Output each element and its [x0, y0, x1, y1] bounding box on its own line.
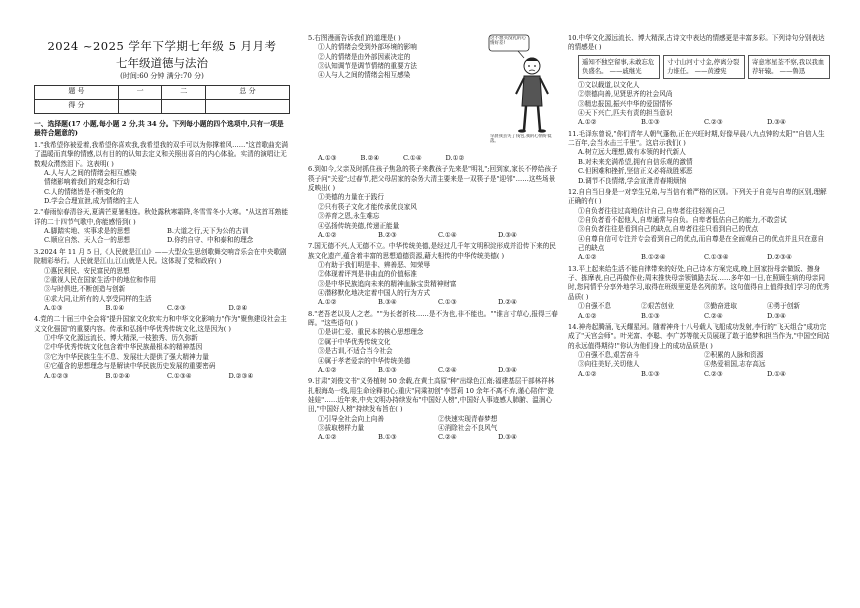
option: ④热爱祖国,志存高远 — [704, 360, 766, 369]
answer-choice: B.②④ — [360, 154, 380, 162]
answer-choice: A.①② — [578, 118, 597, 127]
answer-choice: B.①④ — [105, 303, 125, 312]
question-stem: 4.党的二十届三中全会将"提升国家文化软实力和中华文化影响力"作为"聚焦建设社会主义文化强国"的重要内容。传承和弘扬中华优秀传统文化,这是因为( ) — [34, 315, 287, 333]
option: ①引导全社会向上向善 — [318, 414, 384, 423]
option: ③自负者往往是看到自己的缺点,自卑者往往只看到自己的优点 — [578, 225, 759, 234]
option: ①有助于我们明是非、辨善恶、知荣辱 — [318, 260, 431, 269]
option: ①惠民利民、安民富民的思想 — [44, 266, 130, 275]
option: ③是中华民族追向未来的精神血脉宝贵精神财富 — [318, 279, 457, 288]
option: C.但困难和挫折,坚信正义必将战胜邪恶 — [578, 167, 693, 176]
score-table-header-row — [35, 85, 290, 99]
answer-choice: C.②④ — [438, 433, 457, 442]
answer-choice: A.①③ — [318, 154, 337, 162]
option: A.脚踏实地、实事求是的思想 — [44, 227, 130, 236]
option: ③认知调节是调节情绪的重要方法 — [318, 62, 417, 71]
answer-choice: B.①③ — [641, 369, 660, 378]
answer-choice: B.①②④ — [105, 371, 131, 380]
answer-choice: A.①② — [318, 433, 337, 442]
option: ②艰苦创业 — [641, 302, 674, 311]
option: ③精忠报国,振兴中华的爱国情怀 — [578, 99, 673, 108]
answer-choice: D.②④ — [228, 303, 248, 312]
answer-choice: C.②④ — [438, 365, 457, 374]
option: 情绪影响着我们的观念和行动 — [44, 178, 130, 187]
option: ②中华优秀传统文化包含着中华民族最根本的精神基因 — [44, 343, 203, 352]
option: ②属于中华优秀传统文化 — [318, 337, 391, 346]
question-10 — [568, 34, 830, 128]
question-stem: 9.甘肃"刘俊文书"义务植树 50 余载,在黄土高原"种"出绿色江南;福建基层干部林祥林扎根海岛一线,用生命诠释初心;重庆"同乘初创"李晋莉 10 余年不离不弃,谨心陪伴"瓷娃娃"……近年来,中央文明办持续发布"中国好人榜",中国好人事迹感人肺腑、温润心田,"中国好人榜"持续发布旨在( ) — [308, 377, 555, 414]
option: ③它为中华民族生生不息、发展壮大提供了强大精神力量 — [44, 352, 209, 361]
question-4 — [34, 315, 290, 381]
answer-choice: A.①② — [318, 298, 337, 307]
answer-choice: C.②③ — [704, 118, 723, 127]
option: C.顺应自然、天人合一的思想 — [44, 236, 131, 245]
option: A.树立远大理想,做有本领的时代新人 — [578, 148, 686, 157]
question-5 — [308, 34, 558, 163]
score-cell: 题 号 — [35, 85, 119, 99]
question-3 — [34, 248, 290, 314]
score-cell[interactable] — [118, 99, 162, 113]
question-11 — [568, 130, 830, 186]
quote-box: 寸寸山河寸寸金,停离分裂力谁任。 ——黄遵宪 — [663, 55, 745, 79]
answer-choice: D.③④ — [498, 365, 517, 374]
option: ①美德的力量在于践行 — [318, 193, 384, 202]
option: ③勤奋进取 — [704, 302, 737, 311]
option: ①中华文化源远流长、博大精深,一枝独秀、历久弥新 — [44, 334, 198, 343]
quote-box: 寄意寒星荃不察,我以我血荐轩辕。 ——鲁迅 — [748, 55, 830, 79]
answer-choice: C.②④ — [704, 311, 723, 320]
option: ④属于孝老爱亲的中华传统美德 — [318, 356, 411, 365]
answer-choice: A.①③ — [44, 303, 63, 312]
question-stem: 3.2024 年 11 月 5 日,《人民就是江山》——大型众生思创歌舞交响音乐会在中央歌剧院精彩举行。人民就是江山,江山就是人民。这体现了党和政府( ) — [34, 247, 287, 266]
answer-choice: D.①② — [445, 154, 465, 162]
exam-title: 2024 ~2025 学年下学期七年级 5 月月考 — [47, 39, 277, 53]
question-stem: 1."我希望你被爱着,我希望你喜欢我,我希望我的双手可以为你撑着风……"这首歌曲充满了温暖而真挚的情感,以有目的的认知去定义和关照出喜自的内心体验。实清的演唱让无数观众潸然泪下。这表明( ) — [34, 140, 288, 168]
option: ④弘扬传统美德,传递正能量 — [318, 221, 400, 230]
option: ②人的情绪是由外部因素决定的 — [318, 52, 411, 61]
question-14 — [568, 323, 830, 379]
answer-choice: B.①③ — [378, 433, 397, 442]
score-cell: 得 分 — [35, 99, 119, 113]
answer-choice: D.③④ — [498, 433, 517, 442]
option: ④求大同,让所有的人享受同样的生活 — [44, 294, 152, 303]
option: ②自负者看不起他人,自卑通常与自负。自卑者低估自己的能力,不敢尝试 — [578, 215, 787, 224]
option: ②重视人民在国家生活中的地位和作用 — [44, 275, 157, 284]
score-table-value-row — [35, 99, 290, 113]
option: ②只有筷子文化才能传承优良家风 — [318, 202, 417, 211]
section-heading: 一、选择题(17 小题,每小题 2 分,共 34 分。下列每小题的四个选项中,只有一项是最符合题意的) — [34, 119, 284, 138]
question-stem: 13.平上起来给生活不能自律带来的好处,自己诗本方案完成,晚上回家扮母亲做饭、擦身子、拣摩表,自己再做作业;周末推快母亲领镇路去玩……多年如一日,在照顾生病的母亲同时,您同情乎分享外地学习,取得在班级里更是名列前茅。这句值得自上值得我们学习的优秀品质( ) — [568, 264, 830, 301]
cartoon-speech-bubble: 这不想买没礼的心情好差! — [490, 36, 526, 47]
option: ①自强不息 — [578, 302, 611, 311]
option: ③向往美好,关切他人 — [578, 360, 640, 369]
score-table — [34, 85, 290, 114]
option: ④人与人之间的情绪会相互感染 — [318, 71, 411, 80]
question-stem: 12.自自当日身是一对孪生兄弟,与当信有着严格的区别。下列关于自竞与自卑的区别,理解正确的有( ) — [568, 187, 827, 206]
question-8 — [308, 310, 558, 376]
option: D.调节不良情绪,学会宣泄青春期烦恼 — [578, 176, 687, 185]
question-stem: 2."春雨惊春清谷天,夏满芒夏暑相连。秋处露秋寒霜降,冬雪雪冬小大寒。"从这首耳熟能详的二十四节气歌中,你能感悟到( ) — [34, 208, 288, 226]
answer-choice: A.①② — [578, 369, 597, 378]
answer-choice: A.①②③ — [44, 371, 69, 380]
answer-choice: A.①② — [578, 253, 597, 262]
option: C.人的情绪皆是不断变化的 — [44, 187, 124, 196]
option: ④勇于创新 — [767, 302, 800, 311]
option: ④它蕴含的思想理念与是解读中华民族历史发展的重要密码 — [44, 362, 216, 371]
option: ④潜移默化地决定着中国人的行为方式 — [318, 289, 431, 298]
answer-choice: D.②③④ — [228, 371, 254, 380]
answer-choice: A.①② — [318, 365, 337, 374]
question-2 — [34, 208, 290, 245]
quote-box: 遥知不独空留事,未敢忘危负盛名。 ——戚继光 — [578, 55, 660, 79]
score-cell: 一 — [118, 85, 162, 99]
answer-choice: B.②③ — [378, 230, 397, 239]
question-12 — [568, 188, 830, 263]
answer-choice: D.②④ — [498, 298, 517, 307]
answer-choice: C.①④ — [403, 154, 422, 162]
answer-choice: D.③④ — [767, 118, 786, 127]
exam-subtitle: (时间:60 分钟 满分:70 分) — [120, 71, 204, 80]
option: D.学会合理宣泄,成为情绪的主人 — [44, 197, 139, 206]
column-left — [34, 8, 290, 383]
option: B.大道之行,天下为公的古训 — [167, 227, 249, 236]
answer-choice: C.①③④ — [704, 253, 729, 262]
answer-choice: B.①③ — [641, 311, 660, 320]
answer-choice: C.②③ — [704, 369, 723, 378]
column-middle — [308, 34, 558, 445]
question-stem: 11.毛泽东曾说,"你们青年人朝气蓬勃,正在兴旺时期,好像早晨八九点钟的太阳""自信人生二百年,会当水击三千里"。这启示我们( ) — [568, 129, 825, 148]
column-right — [568, 34, 830, 381]
option: ④自尊自信可专注并专会看到自己的优点,而自尊是在全面观自己的优点并且只在意自己的缺点 — [578, 234, 825, 253]
answer-choice: D.②③④ — [767, 253, 792, 262]
option: ②崇德向善,见贤思齐的社会风尚 — [578, 90, 673, 99]
answer-choice: B.①②④ — [641, 253, 666, 262]
question-13 — [568, 265, 830, 321]
quote-boxes — [578, 55, 830, 79]
question-6 — [308, 165, 558, 240]
option: ③与时俱进,不断创造与创新 — [44, 285, 126, 294]
answer-choice: C.①③ — [438, 298, 457, 307]
score-cell: 二 — [162, 85, 206, 99]
option: ④消除社会不良风气 — [438, 424, 498, 433]
option: ③是古训,不适合当今社会 — [318, 347, 393, 356]
answer-choice: D.③④ — [767, 311, 786, 320]
option: ③拔取榜样力量 — [318, 424, 365, 433]
cartoon-illustration — [488, 34, 558, 152]
answer-choice: A.①② — [578, 311, 597, 320]
option: A.人与人之间的情绪会相互感染 — [44, 168, 137, 177]
option: ②体现着评判是非曲直的价值标准 — [318, 270, 417, 279]
option: ③养育之恩,永生难忘 — [318, 212, 380, 221]
option: ④天下兴亡,匹夫有责的担当意识 — [578, 108, 673, 117]
question-9 — [308, 377, 558, 443]
question-1 — [34, 141, 290, 207]
question-stem: 8."老吾老以及人之老。""为长者折枝……是不为也,非不能也。""谁言寸草心,报得三春晖。"这些语句( ) — [308, 309, 558, 328]
option: ①自强不息,艰苦奋斗 — [578, 350, 640, 359]
option: ②积累的人脉和资源 — [704, 350, 764, 359]
option: ①文以载道,以文化人 — [578, 80, 640, 89]
score-cell[interactable] — [206, 99, 290, 113]
answer-choice: D.③④ — [498, 230, 517, 239]
option: B.对未来充满希望,拥有自信乐观的激情 — [578, 157, 693, 166]
score-cell: 总 分 — [206, 85, 290, 99]
answer-choice: B.①③ — [378, 365, 397, 374]
question-stem: 14.神舟起腾涌,飞天耀星河。随着神舟十八号载人飞船成功发射,李行的"飞天组合"成功完成了"天宫会师"。叶光富、李聪、李广苏等航天员展现了敢于追梦和担当作为,"中国空间站的永远值得期待!"你认为他们身上的成功品质是( ) — [568, 322, 830, 350]
answer-choice: D.①④ — [767, 369, 786, 378]
option: ①人的情绪会受到外部环境的影响 — [318, 43, 417, 52]
answer-choice: C.①③④ — [167, 371, 192, 380]
question-stem: 6.到如今,父亲及时抓住孩子焦急的筷子来教孩子先来是"明礼";回到家,家长不停给孩子筷子问"关爱";过春节,把父母居家的杂务大清主要来是一双筷子是"迎邻"……这些场景反映出( ) — [308, 165, 558, 193]
option: ①自负者往往过高地估计自己,自卑者往往轻视自己 — [578, 206, 726, 215]
question-7 — [308, 242, 558, 308]
question-stem: 5.右图漫画告诉我们的道理是( ) — [308, 34, 401, 42]
answer-choice: C.①④ — [438, 230, 457, 239]
answer-choice: A.①② — [318, 230, 337, 239]
answer-choice: C.②③ — [167, 303, 186, 312]
answer-choice: B.③④ — [378, 298, 397, 307]
question-stem: 7.国无德不兴,人无德不立。中华传统美德,是经过几千年文明积淀形成并沿传下来的民族文化遗产,蕴含着丰富的思想道德资源,藉大相传的中华传统美德( ) — [308, 242, 556, 260]
question-stem: 10.中华文化源远流长、博大精深,古诗文中表达的情感更是丰富多彩。下列诗句分别表达的情感是( ) — [568, 34, 825, 52]
exam-subject: 七年级道德与法治 — [116, 56, 208, 71]
option: D.你约自守、中和泰和的理念 — [167, 236, 254, 245]
option: ②快速实现青春梦想 — [438, 414, 498, 423]
option: ①是讲仁爱、重民本的核心思想理念 — [318, 328, 424, 337]
cartoon-caption: 早晨我丢失了钱包,我的心情好低落。 — [490, 134, 552, 145]
score-cell[interactable] — [162, 99, 206, 113]
answer-choice: B.①③ — [641, 118, 660, 127]
